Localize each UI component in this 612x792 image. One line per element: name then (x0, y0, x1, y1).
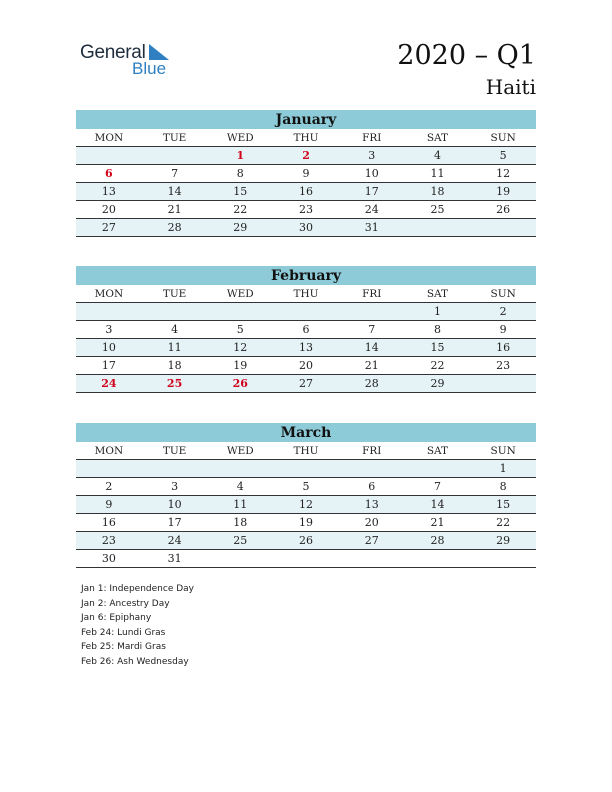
day-cell: 18 (430, 185, 445, 198)
week-row (76, 321, 536, 339)
day-cell: 5 (236, 323, 244, 336)
week-row (76, 532, 536, 550)
day-cell: 23 (101, 534, 116, 547)
day-cell (470, 375, 536, 392)
day-cell: 12 (496, 167, 511, 180)
weekday-header-row (76, 129, 536, 147)
day-cell: 4 (433, 149, 441, 162)
weekday-label: SAT (426, 445, 449, 457)
day-cell: 24 (101, 377, 117, 390)
day-cell: 4 (171, 323, 179, 336)
day-cell (339, 303, 405, 320)
day-cell: 12 (233, 341, 248, 354)
month-title: February (76, 266, 536, 285)
day-cell: 12 (299, 498, 314, 511)
day-cell (207, 303, 273, 320)
day-cell: 6 (368, 480, 376, 493)
day-cell: 19 (496, 185, 511, 198)
holiday-notes (81, 582, 194, 669)
day-cell (142, 460, 208, 477)
logo-triangle-icon (149, 44, 169, 60)
day-cell (207, 460, 273, 477)
day-cell (470, 550, 536, 567)
day-cell: 26 (496, 203, 511, 216)
weekday-label: SUN (490, 288, 516, 300)
day-cell: 29 (233, 221, 248, 234)
day-cell: 8 (433, 323, 441, 336)
weekday-label: SAT (426, 132, 449, 144)
logo-general-text: General (80, 42, 146, 63)
weekday-label: MON (94, 132, 124, 144)
day-cell: 31 (364, 221, 379, 234)
weekday-label: TUE (162, 445, 187, 457)
day-cell: 27 (299, 377, 314, 390)
day-cell: 4 (236, 480, 244, 493)
holiday-note: Feb 25: Mardi Gras (81, 642, 166, 652)
weekday-header-row (76, 285, 536, 303)
day-cell: 21 (167, 203, 182, 216)
day-cell: 17 (364, 185, 379, 198)
day-cell: 8 (499, 480, 507, 493)
day-cell: 7 (368, 323, 376, 336)
week-row (76, 339, 536, 357)
day-cell: 26 (232, 377, 248, 390)
day-cell: 3 (368, 149, 376, 162)
week-row (76, 514, 536, 532)
week-row (76, 357, 536, 375)
weekday-label: FRI (362, 288, 382, 300)
day-cell: 24 (364, 203, 379, 216)
day-cell: 15 (430, 341, 445, 354)
day-cell: 16 (496, 341, 511, 354)
day-cell: 2 (499, 305, 507, 318)
day-cell: 14 (167, 185, 182, 198)
day-cell (207, 550, 273, 567)
day-cell: 22 (430, 359, 445, 372)
day-cell: 5 (499, 149, 507, 162)
day-cell: 15 (233, 185, 248, 198)
week-row (76, 375, 536, 393)
week-row (76, 201, 536, 219)
day-cell: 29 (430, 377, 445, 390)
day-cell: 27 (101, 221, 116, 234)
day-cell: 5 (302, 480, 310, 493)
day-cell (339, 460, 405, 477)
day-cell (76, 460, 142, 477)
day-cell: 3 (105, 323, 113, 336)
day-cell (273, 460, 339, 477)
weekday-label: TUE (162, 288, 187, 300)
day-cell (405, 550, 471, 567)
weekday-label: SAT (426, 288, 449, 300)
day-cell: 1 (499, 462, 507, 475)
weekday-label: SUN (490, 445, 516, 457)
day-cell: 14 (430, 498, 445, 511)
weekday-label: FRI (362, 132, 382, 144)
page-title: 2020 – Q1 (397, 40, 536, 71)
day-cell: 8 (236, 167, 244, 180)
day-cell: 28 (430, 534, 445, 547)
country-name: Haiti (485, 75, 536, 99)
weekday-header-row (76, 442, 536, 460)
day-cell: 11 (167, 341, 182, 354)
weekday-label: WED (226, 288, 254, 300)
week-row (76, 303, 536, 321)
logo-blue-text: Blue (132, 59, 167, 78)
day-cell: 17 (101, 359, 116, 372)
day-cell: 31 (167, 552, 182, 565)
day-cell: 20 (299, 359, 314, 372)
day-cell: 19 (299, 516, 314, 529)
day-cell: 1 (236, 149, 245, 162)
weekday-label: WED (226, 445, 254, 457)
holiday-note: Jan 6: Epiphany (81, 613, 152, 623)
weekday-label: THU (293, 132, 319, 144)
weekday-label: TUE (162, 132, 187, 144)
day-cell: 9 (499, 323, 507, 336)
holiday-note: Jan 1: Independence Day (81, 584, 194, 594)
day-cell: 19 (233, 359, 248, 372)
day-cell: 1 (433, 305, 441, 318)
day-cell: 13 (299, 341, 314, 354)
day-cell: 6 (105, 167, 113, 180)
day-cell (339, 550, 405, 567)
day-cell: 7 (171, 167, 179, 180)
weekday-label: MON (94, 288, 124, 300)
day-cell: 18 (233, 516, 248, 529)
day-cell: 2 (105, 480, 113, 493)
day-cell: 21 (364, 359, 379, 372)
week-row (76, 478, 536, 496)
day-cell: 9 (302, 167, 310, 180)
holiday-note: Feb 24: Lundi Gras (81, 627, 166, 638)
day-cell (142, 303, 208, 320)
day-cell: 16 (299, 185, 314, 198)
weekday-label: FRI (362, 445, 382, 457)
day-cell: 28 (167, 221, 182, 234)
day-cell: 30 (299, 221, 314, 234)
day-cell (273, 303, 339, 320)
weekday-label: WED (226, 132, 254, 144)
day-cell: 23 (496, 359, 511, 372)
month-february (76, 266, 536, 393)
week-row (76, 147, 536, 165)
day-cell: 16 (101, 516, 116, 529)
week-row (76, 460, 536, 478)
day-cell: 18 (167, 359, 182, 372)
day-cell (470, 219, 536, 236)
day-cell: 7 (433, 480, 441, 493)
day-cell: 6 (302, 323, 310, 336)
month-title: March (76, 423, 536, 442)
day-cell (76, 147, 142, 164)
day-cell: 13 (364, 498, 379, 511)
day-cell (405, 219, 471, 236)
week-row (76, 550, 536, 568)
day-cell (142, 147, 208, 164)
day-cell: 15 (496, 498, 511, 511)
day-cell: 25 (430, 203, 445, 216)
day-cell: 26 (299, 534, 314, 547)
weekday-label: THU (293, 445, 319, 457)
logo (80, 40, 190, 80)
day-cell: 22 (233, 203, 248, 216)
day-cell: 9 (105, 498, 113, 511)
month-title: January (76, 110, 536, 129)
day-cell: 20 (364, 516, 379, 529)
month-january (76, 110, 536, 237)
day-cell: 22 (496, 516, 511, 529)
day-cell: 25 (233, 534, 248, 547)
weekday-label: THU (293, 288, 319, 300)
day-cell: 14 (364, 341, 379, 354)
day-cell (273, 550, 339, 567)
day-cell: 10 (101, 341, 116, 354)
day-cell: 11 (233, 498, 248, 511)
day-cell: 10 (167, 498, 182, 511)
day-cell (76, 303, 142, 320)
day-cell: 11 (430, 167, 445, 180)
week-row (76, 496, 536, 514)
day-cell: 28 (364, 377, 379, 390)
day-cell (405, 460, 471, 477)
weekday-label: MON (94, 445, 124, 457)
week-row (76, 219, 536, 237)
week-row (76, 165, 536, 183)
day-cell: 21 (430, 516, 445, 529)
day-cell: 20 (101, 203, 116, 216)
day-cell: 27 (364, 534, 379, 547)
holiday-note: Feb 26: Ash Wednesday (81, 656, 189, 667)
day-cell: 25 (166, 377, 183, 390)
weekday-label: SUN (490, 132, 516, 144)
holiday-note: Jan 2: Ancestry Day (81, 598, 170, 609)
day-cell: 29 (496, 534, 511, 547)
week-row (76, 183, 536, 201)
day-cell: 13 (101, 185, 116, 198)
month-march (76, 423, 536, 568)
day-cell: 10 (364, 167, 379, 180)
day-cell: 3 (171, 480, 179, 493)
day-cell: 23 (299, 203, 314, 216)
day-cell: 17 (167, 516, 182, 529)
day-cell: 30 (101, 552, 116, 565)
day-cell: 2 (302, 149, 310, 162)
day-cell: 24 (167, 534, 182, 547)
